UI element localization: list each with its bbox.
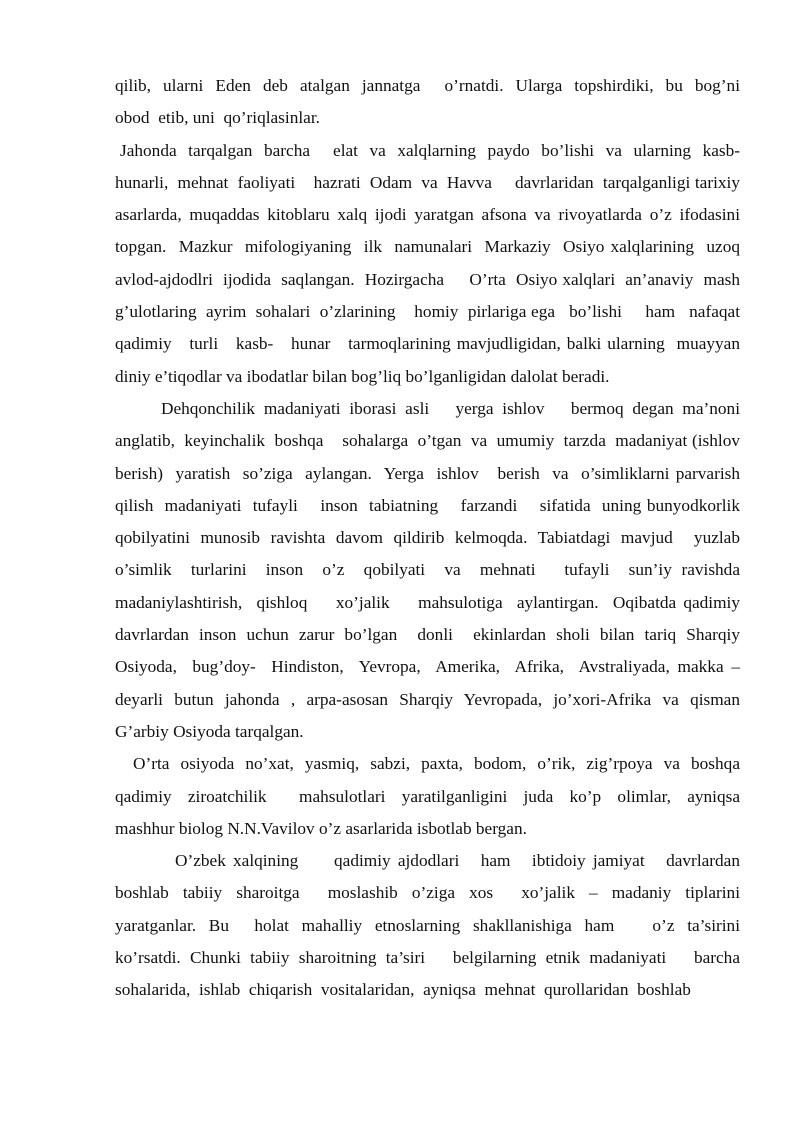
paragraph-1: qilib, ularni Eden deb atalgan jannatga o’rnatdi. Ularga topshirdiki, bu bog’ni obod etib, uni qo’riqlasinlar. bbox=[115, 76, 745, 128]
paragraph-2: Jahonda tarqalgan barcha elat va xalqlarning paydo bo’lishi va ularning kasb-hunarli, mehnat faoliyati hazrati Odam va Havva davrlaridan tarqalganligi tarixiy asarlarda, muqaddas kitoblaru xalq ijodi yaratgan afsona va rivoyatlarda o’z ifodasini topgan. Mazkur mifologiyaning ilk namunalari Markaziy Osiyo xalqlarining uzoq avlod-ajdodlri ijodida saqlangan. Hozirgacha O’rta Osiyo xalqlari an’anaviy mash g’ulotlaring ayrim sohalari o’zlarining homiy pirlariga ega bo’lishi ham nafaqat qadimiy turli kasb- hunar tarmoqlarining mavjudligidan, balki ularning muayyan diniy e’tiqodlar va ibodatlar bilan bog’liq bo’lganligidan dalolat beradi. bbox=[115, 140, 784, 386]
document-page bbox=[115, 70, 784, 1007]
paragraph-3: Dehqonchilik madaniyati iborasi asli yerga ishlov bermoq degan ma’noni anglatib, keyinchalik boshqa sohalarga o’tgan va umumiy tarzda madaniyat (ishlov berish) yaratish so’ziga aylangan. Yerga ishlov berish va o’simliklarni parvarish qilish madaniyati tufayli inson tabiatning farzandi sifatida uning bunyodkorlik qobilyatini munosib ravishta davom qildirib kelmoqda. Tabiatdagi mavjud yuzlab o’simlik turlarini inson o’z qobilyati va mehnati tufayli sun’iy ravishda madaniylashtirish, qishloq xo’jalik mahsulotiga aylantirgan. Oqibatda qadimiy davrlardan inson uchun zarur bo’lgan donli ekinlardan sholi bilan tariq Sharqiy Osiyoda, bug’doy- Hindiston, Yevropa, Amerika, Afrika, Avstraliyada, makka –deyarli butun jahonda , arpa-asosan Sharqiy Yevropada, jo’xori-Afrika va qisman G’arbiy Osiyoda tarqalgan. bbox=[115, 398, 762, 741]
paragraph-5: O’zbek xalqining qadimiy ajdodlari ham ibtidoiy jamiyat davrlardan boshlab tabiiy sharoitga moslashib o’ziga xos xo’jalik – madaniy tiplarini yaratganlar. Bu holat mahalliy etnoslarning shakllanishiga ham o’z ta’sirini ko’rsatdi. Chunki tabiiy sharoitning ta’siri belgilarning etnik madaniyati barcha sohalarida, ishlab chiqarish vositalaridan, ayniqsa mehnat qurollaridan boshlab bbox=[115, 851, 745, 1000]
paragraph-4: O’rta osiyoda no’xat, yasmiq, sabzi, paxta, bodom, o’rik, zig’rpoya va boshqa qadimiy ziroatchilik mahsulotlari yaratilganligini juda ko’p olimlar, ayniqsa mashhur biolog N.N.Vavilov o’z asarlarida isbotlab bergan. bbox=[115, 754, 745, 838]
